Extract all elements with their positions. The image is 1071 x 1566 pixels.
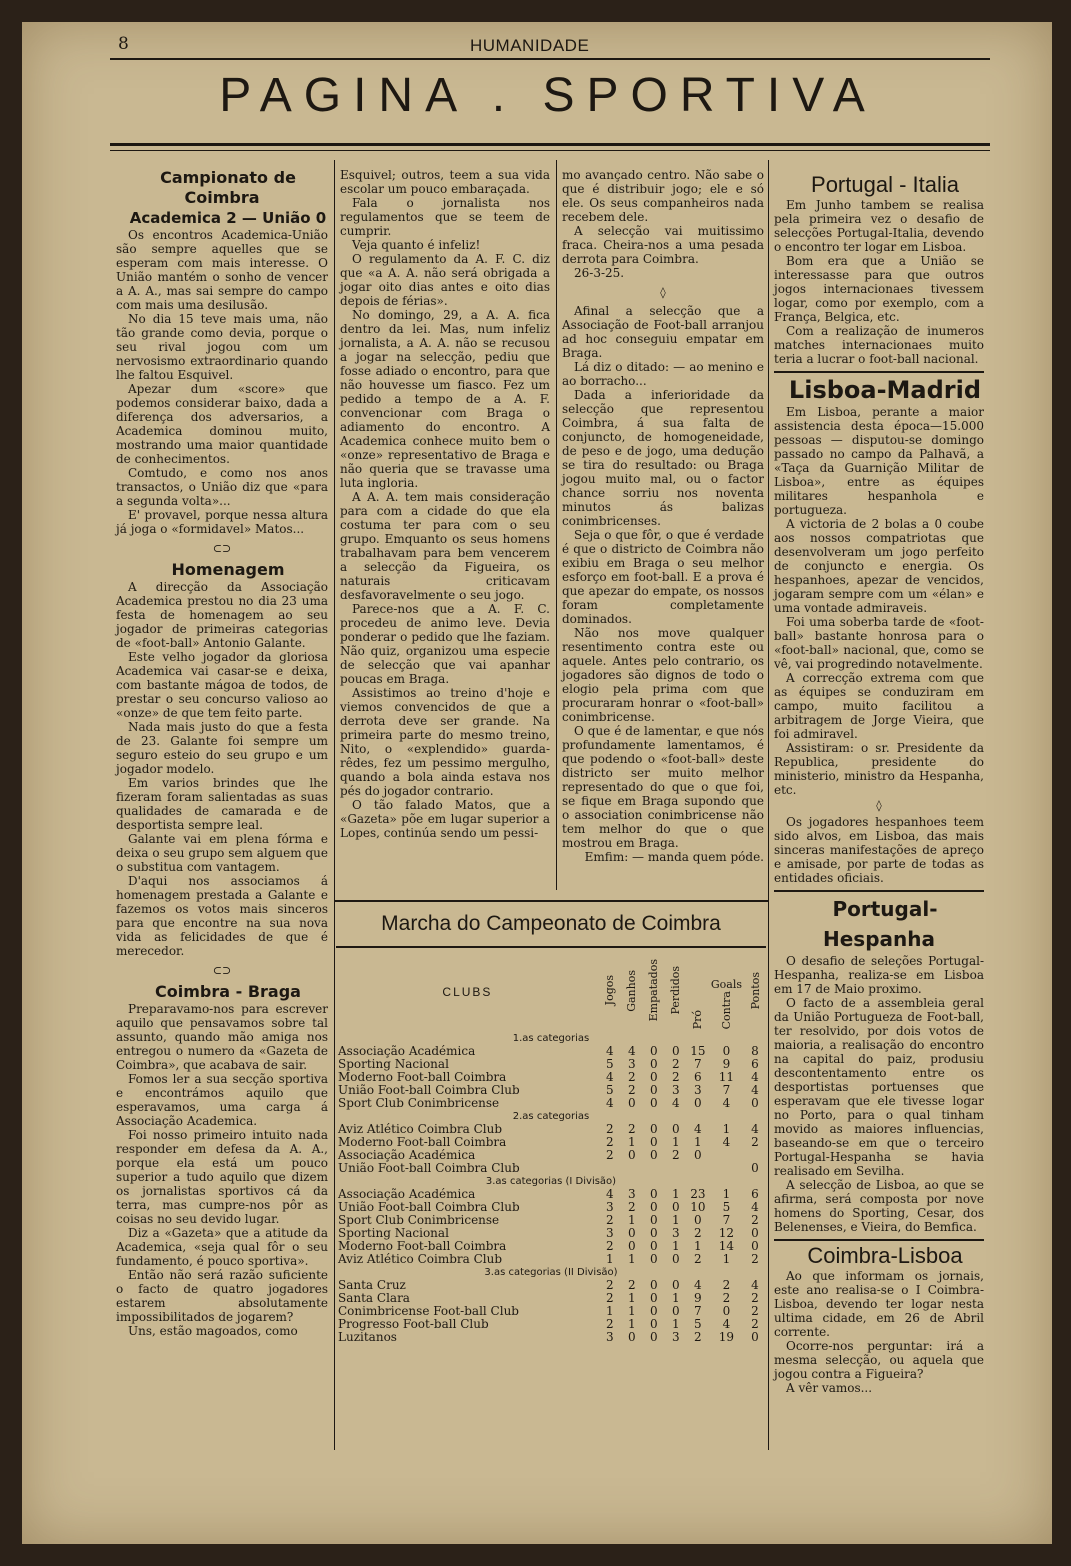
paragraph: Uns, estão magoados, como [128,1324,298,1338]
club-name: Sporting Nacional [338,1226,449,1240]
stat-cell: 2 [672,1057,680,1071]
paragraph: Esquivel; outros, teem a sua vida escolar um pouco embaraçada. [340,168,550,196]
club-name: Associação Académica [338,1187,476,1201]
stat-cell: 2 [628,1200,636,1214]
stat-cell: 0 [650,1330,658,1344]
stat-cell: 0 [650,1122,658,1136]
stat-cell: 0 [672,1278,680,1292]
stat-cell: 4 [722,1317,731,1331]
stat-cell: 0 [628,1226,636,1240]
stat-cell: 3 [606,1200,614,1214]
club-name: Sporting Nacional [338,1057,449,1071]
header-clubs: CLUBS [442,984,493,999]
paragraph: Ocorre-nos perguntar: irá a mesma selecção, ou aquela que jogou contra a Figueira? [774,1339,984,1381]
club-name: Associação Académica [338,1148,476,1162]
stat-cell: 4 [606,1044,614,1058]
paragraph: A victoria de 2 bolas a 0 coube aos nossos compatriotas que desenvolveram um jogo perfeito de conjuncto e energia. Os hespanhoes, apezar de vencidos, jogaram sempre com um «élan» e uma vontade admiraveis. [774,517,984,615]
standings-table [336,952,766,1344]
stat-cell: 4 [606,1096,614,1110]
stat-cell: 0 [628,1330,636,1344]
table-row [336,1162,766,1175]
stat-cell: 1 [672,1291,680,1305]
stat-cell: 1 [672,1135,680,1149]
stat-cell: 3 [672,1083,680,1097]
stat-cell: 3 [672,1226,680,1240]
stat-cell: 4 [751,1200,759,1214]
paragraph: Lá diz o ditado: — ao menino e ao borracho... [562,360,764,388]
stat-cell: 2 [751,1291,759,1305]
stat-cell: 23 [690,1187,706,1201]
paragraph: O regulamento da A. F. C. diz que «a A. A. não será obrigada a jogar oito dias antes e oito dias depois de férias». [340,252,550,308]
stat-cell: 1 [722,1187,731,1201]
paragraph: A selecção de Lisboa, ao que se afirma, será composta por nove homens do Sporting, Cesar, dos Belenenses, e Vieira, do Bemfica. [774,1178,984,1234]
title-rule-top [110,143,990,146]
paragraph: A direcção da Associação Academica prestou no dia 23 uma festa de homenagem ao seu jogador de primeiras categorias de «foot-ball» Antonio Galante. [116,580,328,650]
paragraph: O facto de a assembleia geral da União Portugueza de Foot-ball, ter resolvido, por dois votos de maioria, a realisação do encontro na capital do paiz, produsiu descontentamento entre os desportistas portuenses que esperavam que ele tivesse logar no Porto, para o qual tinham movido as maiores influencias, baseando-se em que o terceiro Portugal-Hespanha se havia realisado em Sevilha. [774,996,984,1178]
stat-cell: 5 [606,1083,614,1097]
table-rule [336,946,766,948]
club-name: Sport Club Conimbricense [338,1213,500,1227]
club-name: Sport Club Conimbricense [338,1096,500,1110]
stat-cell: 1 [722,1252,731,1266]
table-rule [334,900,768,902]
column-4 [774,172,984,1395]
stat-cell: 6 [751,1187,759,1201]
stat-cell: 5 [694,1317,702,1331]
paragraph: Diz a «Gazeta» que a atitude da Academica, «seja qual fôr o seu fundamento, é pouco sportiva». [116,1226,328,1268]
paragraph: A correcção extrema com que as équipes se conduziram em campo, muito facilitou a arbitragem de Jorge Vieira, que foi admiravel. [774,671,984,741]
stat-cell: 4 [628,1044,636,1058]
stat-cell: 0 [628,1096,636,1110]
paragraph: O tão falado Matos, que a «Gazeta» põe em lugar superior a Lopes, continúa sendo um pessi- [340,798,550,840]
stat-cell: 1 [628,1252,636,1266]
masthead: HUMANIDADE [470,36,590,55]
stat-cell: 1 [628,1135,636,1149]
club-name: Moderno Foot-ball Coimbra [338,1070,507,1084]
stat-cell: 0 [694,1148,702,1162]
stat-cell: 1 [628,1304,636,1318]
paragraph: Os jogadores hespanhoes teem sido alvos, em Lisboa, das mais sinceras manifestações de apreço e amisade, por parte de todas as entidades oficiais. [774,815,984,885]
column-divider [556,160,557,890]
stat-cell: 2 [628,1083,636,1097]
stat-cell: 19 [718,1330,735,1344]
club-name: Aviz Atlético Coimbra Club [338,1122,503,1136]
stat-cell: 1 [628,1291,636,1305]
stat-cell: 4 [751,1070,759,1084]
stat-cell [621,1162,643,1175]
stat-cell: 8 [751,1044,759,1058]
club-name: União Foot-ball Coimbra Club [338,1161,520,1175]
club-name: Progresso Foot-ball Club [338,1317,489,1331]
stat-cell [643,1162,665,1175]
header-empatados: Empatados [647,959,661,1022]
stat-cell: 2 [694,1252,702,1266]
stat-cell: 0 [751,1330,759,1344]
stat-cell: 0 [751,1239,759,1253]
stat-cell [687,1162,709,1175]
stat-cell: 0 [628,1148,636,1162]
stat-cell: 0 [672,1304,680,1318]
stat-cell: 2 [606,1148,614,1162]
stat-cell: 4 [606,1187,614,1201]
header-jogos: Jogos [603,975,617,1006]
stat-cell: 0 [650,1083,658,1097]
paragraph: Parece-nos que a A. F. C. procedeu de animo leve. Devia ponderar o pedido que lhe faziam. Não quiz, organizou uma especie de selecção que vai apanhar poucas em Braga. [340,602,550,686]
ornament-diamond: ◊ [876,799,882,812]
stat-cell: 3 [628,1057,636,1071]
stat-cell: 7 [722,1213,731,1227]
paragraph: Preparavamo-nos para escrever aquilo que pensavamos sobre tal assunto, quando mão amiga nos entregou o numero da «Gazeta de Coimbra», que acabava de sair. [116,1002,328,1072]
stat-cell: 0 [650,1187,658,1201]
club-name: União Foot-ball Coimbra Club [338,1083,520,1097]
stat-cell: 0 [650,1317,658,1331]
column-2 [340,168,550,840]
stat-cell: 2 [606,1122,614,1136]
stat-cell: 2 [606,1135,614,1149]
stat-cell: 2 [751,1304,759,1318]
stat-cell: 14 [718,1239,735,1253]
table-title: Marcha do Campeonato de Coimbra [381,912,721,935]
stat-cell: 0 [650,1226,658,1240]
stat-cell: 0 [650,1278,658,1292]
header-contra: Contra [719,990,733,1029]
category-label: 1.as categorias [512,1033,590,1044]
stat-cell [599,1162,621,1175]
stat-cell: 4 [751,1083,759,1097]
paragraph: Foi nosso primeiro intuito nada responder em defesa da A. A., porque ela está um pouco superior a tudo aquilo que dizem os jornalistas sportivos cá da terra, mas cumpre-nos pôr as coisas no seu devido lugar. [116,1128,328,1226]
article-title: Portugal - Italia [811,172,959,197]
stat-cell: 3 [628,1187,636,1201]
stat-cell: 0 [672,1252,680,1266]
paragraph: Com a realização de inumeros matches internacionaes muito teria a lucrar o foot-ball nacional. [774,324,984,366]
stat-cell: 1 [628,1213,636,1227]
stat-cell: 2 [672,1070,680,1084]
column-divider [768,160,769,1450]
stat-cell: 3 [694,1083,702,1097]
paragraph: O desafio de seleções Portugal-Hespanha, realiza-se em Lisboa em 17 de Maio proximo. [774,954,984,996]
paragraph: Bom era que a União se interessasse para que outros jogos internacionaes tivessem logar, como por exemplo, com a França, Belgica, etc. [774,254,984,324]
stat-cell: 2 [694,1330,702,1344]
stat-cell: 1 [628,1317,636,1331]
stat-cell: 2 [751,1317,759,1331]
stat-cell: 0 [650,1148,658,1162]
paragraph: Fala o jornalista nos regulamentos que se teem de cumprir. [340,196,550,238]
column-divider [334,160,335,1450]
ornament-divider: ⊂⊃ [212,964,232,977]
stat-cell: 2 [606,1213,614,1227]
club-name: Associação Académica [338,1044,476,1058]
paragraph: A vêr vamos... [786,1381,873,1395]
stat-cell: 1 [694,1239,702,1253]
category-label: 3.as categorias (I Divisão) [485,1176,617,1187]
header-goals: Goals [710,977,742,991]
stat-cell: 2 [606,1239,614,1253]
article-title: Portugal-Hespanha [823,897,938,951]
paragraph: A selecção vai muitissimo fraca. Cheira-nos a uma pesada derrota para Coimbra. [562,224,764,266]
stat-cell: 2 [628,1070,636,1084]
stat-cell: 11 [718,1070,735,1084]
title-rule-bottom [110,150,990,151]
table-row [336,1097,766,1110]
paragraph: Então não será razão suficiente o facto de quatro jogadores estarem absolutamente impossibilitados de jogarem? [116,1268,328,1324]
stat-cell: 6 [694,1070,702,1084]
stat-cell: 1 [672,1213,680,1227]
stat-cell [665,1162,687,1175]
article-title: Lisboa-Madrid [788,376,982,404]
paragraph: Assistimos ao treino d'hoje e viemos convencidos de que a derrota deve ser grande. Na primeira parte do mesmo treino, Nito, o «explendido» guarda-rêdes, fez um pessimo mergulho, quando a bola ainda estava nos pés do jogador contrario. [340,686,550,798]
stat-cell: 0 [650,1252,658,1266]
ornament-divider: ⊂⊃ [212,542,232,555]
club-name: Santa Clara [338,1291,410,1305]
stat-cell: 2 [751,1135,759,1149]
stat-cell: 3 [606,1226,614,1240]
stat-cell: 1 [722,1122,731,1136]
stat-cell: 9 [694,1291,702,1305]
paragraph: Emfim: — manda quem póde. [584,850,764,864]
stat-cell: 1 [606,1252,614,1266]
table-header-row [336,952,766,1032]
stat-cell: 1 [694,1135,702,1149]
article-subtitle: Academica 2 — União 0 [129,209,327,227]
paragraph: Afinal a selecção que a Associação de Foot-ball arranjou ad hoc conseguiu empatar em Braga. [562,304,764,360]
header-pro: Pró [691,1009,705,1029]
paragraph: Apezar dum «score» que podemos considerar baixo, dada a diferença dos adversarios, a Academica dominou muito, mostrando uma maior quantidade de conhecimentos. [116,382,328,466]
table-row [336,1253,766,1266]
paragraph: Dada a inferioridade da selecção que representou Coimbra, á sua falta de conjuncto, de homogeneidade, de peso e de jogo, uma dedução se tira do resultado: ou Braga jogou muito mal, ou o factor chance sorriu nos noventa minutos ás balizas conimbricenses. [562,388,764,528]
paragraph: Foi uma soberba tarde de «foot-ball» bastante honrosa para o «foot-ball» nacional, que, como se vê, vai progredindo notavelmente. [774,615,984,671]
paragraph: Fomos ler a sua secção sportiva e encontrámos aquilo que esperavamos, uma carga á Associação Academica. [116,1072,328,1128]
table-row [336,1331,766,1344]
category-label: 2.as categorias [512,1111,590,1122]
stat-cell: 0 [672,1122,680,1136]
paragraph: A A. A. tem mais consideração para com a cidade do que ela costuma ter para com o seu grupo. Emquanto os seus homens trabalhavam para bem vencerem a selecção da Figueira, os naturais criticavam desfavoravelmente o seu jogo. [340,490,550,602]
stat-cell: 0 [650,1044,658,1058]
stat-cell: 4 [672,1096,680,1110]
paragraph: Em varios brindes que lhe fizeram foram salientadas as suas qualidades de camarada e de desportista sempre leal. [116,776,328,832]
stat-cell: 3 [606,1330,614,1344]
stat-cell: 0 [650,1200,658,1214]
stat-cell: 7 [694,1304,702,1318]
paragraph: Em Junho tambem se realisa pela primeira vez o desafio de selecções Portugal-Italia, devendo o encontro ter logar em Lisboa. [774,198,984,254]
stat-cell: 0 [650,1291,658,1305]
stat-cell: 0 [650,1213,658,1227]
stat-cell: 2 [722,1278,731,1292]
stat-cell: 9 [722,1057,731,1071]
stat-cell: 12 [718,1226,735,1240]
paragraph: Em Lisboa, perante a maior assistencia desta época—15.000 pessoas — disputou-se domingo passado no campo da Palhavã, a «Taça da Guarnição Militar de Lisboa», entre as équipes militares hespanhola e portugueza. [774,405,984,517]
club-name: Luzitanos [338,1330,397,1344]
stat-cell: 2 [628,1278,636,1292]
stat-cell: 4 [606,1070,614,1084]
stat-cell: 0 [751,1161,759,1175]
stat-cell [709,1149,744,1162]
stat-cell: 6 [751,1057,759,1071]
section-title: PAGINA . SPORTIVA [219,69,877,122]
stat-cell: 10 [690,1200,706,1214]
stat-cell: 0 [751,1096,759,1110]
club-name: Conimbricense Foot-ball Club [338,1304,519,1318]
stat-cell: 0 [722,1304,731,1318]
paragraph: O que é de lamentar, e que nós profundamente lamentamos, é que podendo o «foot-ball» deste districto ser muito melhor representado do que o que foi, se fique em Braga supondo que o association conimbricense não tem melhor do que o que mostrou em Braga. [562,724,764,850]
stat-cell: 4 [722,1135,731,1149]
stat-cell: 2 [672,1148,680,1162]
stat-cell: 5 [606,1057,614,1071]
stat-cell: 0 [694,1213,702,1227]
article-title: Campionato de Coimbra [160,168,296,207]
stat-cell: 5 [722,1200,731,1214]
stat-cell: 1 [606,1304,614,1318]
club-name: União Foot-ball Coimbra Club [338,1200,520,1214]
column-1 [116,168,328,1338]
stat-cell: 3 [672,1330,680,1344]
club-name: Moderno Foot-ball Coimbra [338,1239,507,1253]
stat-cell: 4 [751,1278,759,1292]
stat-cell: 2 [694,1226,702,1240]
stat-cell: 0 [650,1070,658,1084]
stat-cell: 0 [650,1239,658,1253]
dateline: 26-3-25. [574,266,625,280]
stat-cell: 1 [672,1317,680,1331]
stat-cell: 1 [672,1239,680,1253]
stat-cell: 0 [628,1239,636,1253]
ornament-diamond: ◊ [660,286,666,299]
paragraph: Veja quanto é infeliz! [352,238,481,252]
paragraph: Os encontros Academica-União são sempre aquelles que se esperam com mais interesse. O União mantém o sonho de vencer a A. A., mas sai sempre do campo com mais uma desilusão. [116,228,328,312]
header-ganhos: Ganhos [625,969,639,1012]
stat-cell: 0 [672,1200,680,1214]
paragraph: mo avançado centro. Não sabe o que é distribuir jogo; ele e só ele. Os seus companheiros nada recebem dele. [562,168,764,224]
stat-cell: 1 [672,1187,680,1201]
article-title: Coimbra - Braga [155,982,301,1001]
stat-cell: 2 [606,1291,614,1305]
stat-cell: 0 [650,1096,658,1110]
section-rule [774,890,984,892]
stat-cell: 0 [650,1057,658,1071]
stat-cell: 4 [722,1096,731,1110]
page-number: 8 [118,34,129,54]
article-title: Coimbra-Lisboa [807,1243,963,1268]
header-pontos: Pontos [748,971,762,1010]
stat-cell: 0 [650,1135,658,1149]
stat-cell: 2 [722,1291,731,1305]
paragraph: Ao que informam os jornais, este ano realisa-se o I Coimbra-Lisboa, devendo ter logar nesta ultima cidade, em 26 de Abril corrente. [774,1269,984,1339]
club-name: Aviz Atlético Coimbra Club [338,1252,503,1266]
stat-cell: 0 [672,1044,680,1058]
stat-cell: 15 [690,1044,706,1058]
stat-cell: 0 [694,1096,702,1110]
club-name: Santa Cruz [338,1278,406,1292]
stat-cell: 2 [606,1317,614,1331]
club-name: Moderno Foot-ball Coimbra [338,1135,507,1149]
paragraph: Galante vai em plena fórma e deixa o seu grupo sem alguem que o substitua com vantagem. [116,832,328,874]
paragraph: Assistiram: o sr. Presidente da Republica, presidente do ministerio, ministro da Hespanha, etc. [774,741,984,797]
paragraph: E' provavel, porque nessa altura já joga o «formidavel» Matos... [116,508,328,536]
header-perdidos: Perdidos [669,966,683,1015]
paragraph: Comtudo, e como nos anos transactos, o União diz que «para a segunda volta»... [116,466,328,508]
section-rule [774,1239,984,1241]
stat-cell: 2 [751,1252,759,1266]
masthead-rule [110,58,990,60]
stat-cell: 0 [751,1226,759,1240]
paragraph: No domingo, 29, a A. A. fica dentro da lei. Mas, num infeliz jornalista, a A. A. não se recusou a jogar na selecção, pediu que fosse adiado o encontro, para que não houvesse um fiasco. Fez um pedido a tempo de a A. F. convencionar com Braga o adiamento do encontro. A Academica conhece muito bem o «onze» representativo de Braga e não queria que se travasse uma luta ingloria. [340,308,550,490]
stat-cell: 7 [722,1083,731,1097]
stat-cell: 4 [694,1122,702,1136]
paragraph: Nada mais justo do que a festa de 23. Galante foi sempre um seguro esteio do seu grupo e um jogador modelo. [116,720,328,776]
paragraph: D'aqui nos associamos á homenagem prestada a Galante e fazemos os votos mais sinceros para que encontre na sua nova vida as felicidades de que é merecedor. [116,874,328,958]
stat-cell: 0 [722,1044,731,1058]
stat-cell: 4 [694,1278,702,1292]
column-3 [562,168,764,864]
article-title: Homenagem [171,560,285,579]
stat-cell: 2 [628,1122,636,1136]
paragraph: Seja o que fôr, o que é verdade é que o districto de Coimbra não exibiu em Braga o seu melhor esforço em foot-ball. E a prova é que apezar do empate, os nossos foram completamente dominados. [562,528,764,626]
stat-cell: 2 [606,1278,614,1292]
paragraph: Não nos move qualquer resentimento contra este ou aquele. Antes pelo contrario, os jogadores são dignos de todo o elogio pela prima com que procuraram honrar o «foot-ball» conimbricense. [562,626,764,724]
paragraph: Este velho jogador da gloriosa Academica vai casar-se e deixa, com bastante mágoa de todos, de prestar o seu concurso valioso ao «onze» de que tem feito parte. [116,650,328,720]
section-rule [774,371,984,373]
stat-cell: 7 [694,1057,702,1071]
stat-cell [709,1162,744,1175]
stat-cell: 4 [751,1122,759,1136]
stat-cell: 0 [650,1304,658,1318]
paragraph: No dia 15 teve mais uma, não tão grande como devia, porque o seu rival jogou com um nervosismo extraordinario quando lhe faltou Esquivel. [116,312,328,382]
stat-cell: 2 [751,1213,759,1227]
category-label: 3.as categorias (II Divisão) [484,1267,618,1278]
